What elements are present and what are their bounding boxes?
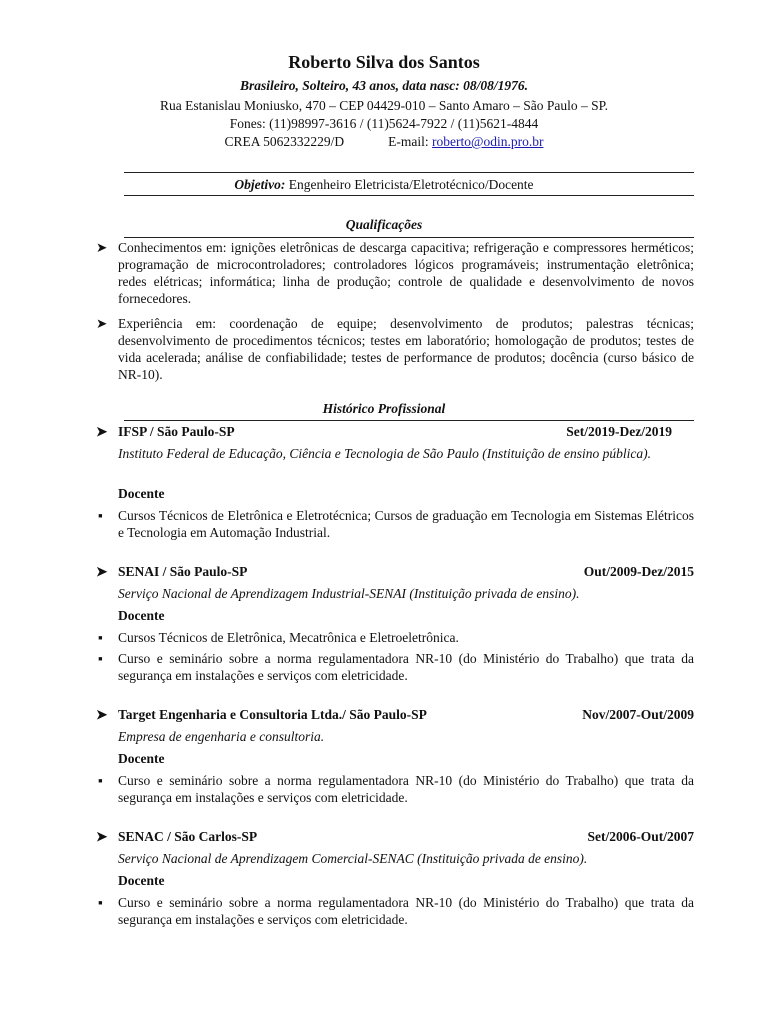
candidate-name: Roberto Silva dos Santos <box>288 52 480 72</box>
job-bullet: ▪ Curso e seminário sobre a norma regulamentadora NR-10 (do Ministério do Trabalho) que trata da segurança em instalações e serviços com eletricidade. <box>98 773 694 805</box>
job-period: Set/2019-Dez/2019 <box>566 424 672 439</box>
email-link[interactable]: roberto@odin.pro.br <box>432 134 544 149</box>
square-bullet-icon: ▪ <box>98 895 103 910</box>
personal-info: Brasileiro, Solteiro, 43 anos, data nasc: 08/08/1976. <box>239 78 529 93</box>
divider <box>124 195 694 196</box>
divider <box>124 172 694 173</box>
objective <box>0 177 768 193</box>
job-period: Nov/2007-Out/2009 <box>582 707 694 722</box>
divider <box>124 237 694 238</box>
qualification-item: ➤ Experiência em: coordenação de equipe; desenvolvimento de produtos; palestras técnicas; desenvolvimento de procedimentos técnicos; testes em laboratório; homologação de produtos; testes de vida acelerada; análise de confiabilidade; testes de performance de produtos; docência (curso básico de NR-10). <box>96 316 694 382</box>
phone-numbers: Fones: (11)98997-3616 / (11)5624-7922 / (11)5621-4844 <box>229 116 539 131</box>
job-company: IFSP / São Paulo-SP <box>118 424 235 439</box>
history-title: Histórico Profissional <box>322 401 446 416</box>
job-company: Target Engenharia e Consultoria Ltda./ São Paulo-SP <box>118 707 427 722</box>
job-description: Instituto Federal de Educação, Ciência e Tecnologia de São Paulo (Instituição de ensino pública). <box>118 446 652 461</box>
crea-email-line <box>0 134 768 150</box>
job-bullet: ▪ Curso e seminário sobre a norma regulamentadora NR-10 (do Ministério do Trabalho) que trata da segurança em instalações e serviços com eletricidade. <box>98 651 694 683</box>
arrow-bullet-icon: ➤ <box>96 240 108 255</box>
job-description: Serviço Nacional de Aprendizagem Industrial-SENAI (Instituição privada de ensino). <box>118 586 580 601</box>
arrow-bullet-icon: ➤ <box>96 316 108 331</box>
job-company: SENAC / São Carlos-SP <box>118 829 258 844</box>
job-period: Out/2009-Dez/2015 <box>583 564 694 579</box>
square-bullet-icon: ▪ <box>98 508 103 523</box>
square-bullet-icon: ▪ <box>98 630 103 645</box>
divider <box>124 420 694 421</box>
objective-text: Engenheiro Eletricista/Eletrotécnico/Docente <box>285 177 534 192</box>
job-company: SENAI / São Paulo-SP <box>118 564 248 579</box>
job-role: Docente <box>118 608 165 623</box>
address: Rua Estanislau Moniusko, 470 – CEP 04429-010 – Santo Amaro – São Paulo – SP. <box>159 98 608 113</box>
job-description: Serviço Nacional de Aprendizagem Comercial-SENAC (Instituição privada de ensino). <box>118 851 588 866</box>
job-description: Empresa de engenharia e consultoria. <box>118 729 325 744</box>
job-role: Docente <box>118 751 165 766</box>
job-bullet: ▪ Cursos Técnicos de Eletrônica, Mecatrônica e Eletroeletrônica. <box>98 630 459 645</box>
square-bullet-icon: ▪ <box>98 651 103 666</box>
email-label: E-mail: <box>388 134 429 149</box>
square-bullet-icon: ▪ <box>98 773 103 788</box>
objective-label: Objetivo: <box>234 177 286 192</box>
arrow-bullet-icon: ➤ <box>96 424 108 439</box>
job-role: Docente <box>118 486 165 501</box>
job-bullet: ▪ Cursos Técnicos de Eletrônica e Eletrotécnica; Cursos de graduação em Tecnologia em Sistemas Elétricos e Tecnologia em Automação Industrial. <box>98 508 694 540</box>
job-bullet: ▪ Curso e seminário sobre a norma regulamentadora NR-10 (do Ministério do Trabalho) que trata da segurança em instalações e serviços com eletricidade. <box>98 895 694 927</box>
arrow-bullet-icon: ➤ <box>96 564 108 579</box>
job-role: Docente <box>118 873 165 888</box>
qualifications-title: Qualificações <box>345 217 423 232</box>
crea-number: CREA 5062332229/D <box>224 134 345 149</box>
arrow-bullet-icon: ➤ <box>96 829 108 844</box>
arrow-bullet-icon: ➤ <box>96 707 108 722</box>
job-period: Set/2006-Out/2007 <box>587 829 694 844</box>
qualification-item: ➤ Conhecimentos em: ignições eletrônicas de descarga capacitiva; refrigeração e compressores herméticos; programação de microcontroladores; controladores lógicos programáveis; instrumentação eletrônica; redes elétricas; informática; linha de produção; controle de qualidade e desenvolvimento de novos fornecedores. <box>96 240 694 306</box>
